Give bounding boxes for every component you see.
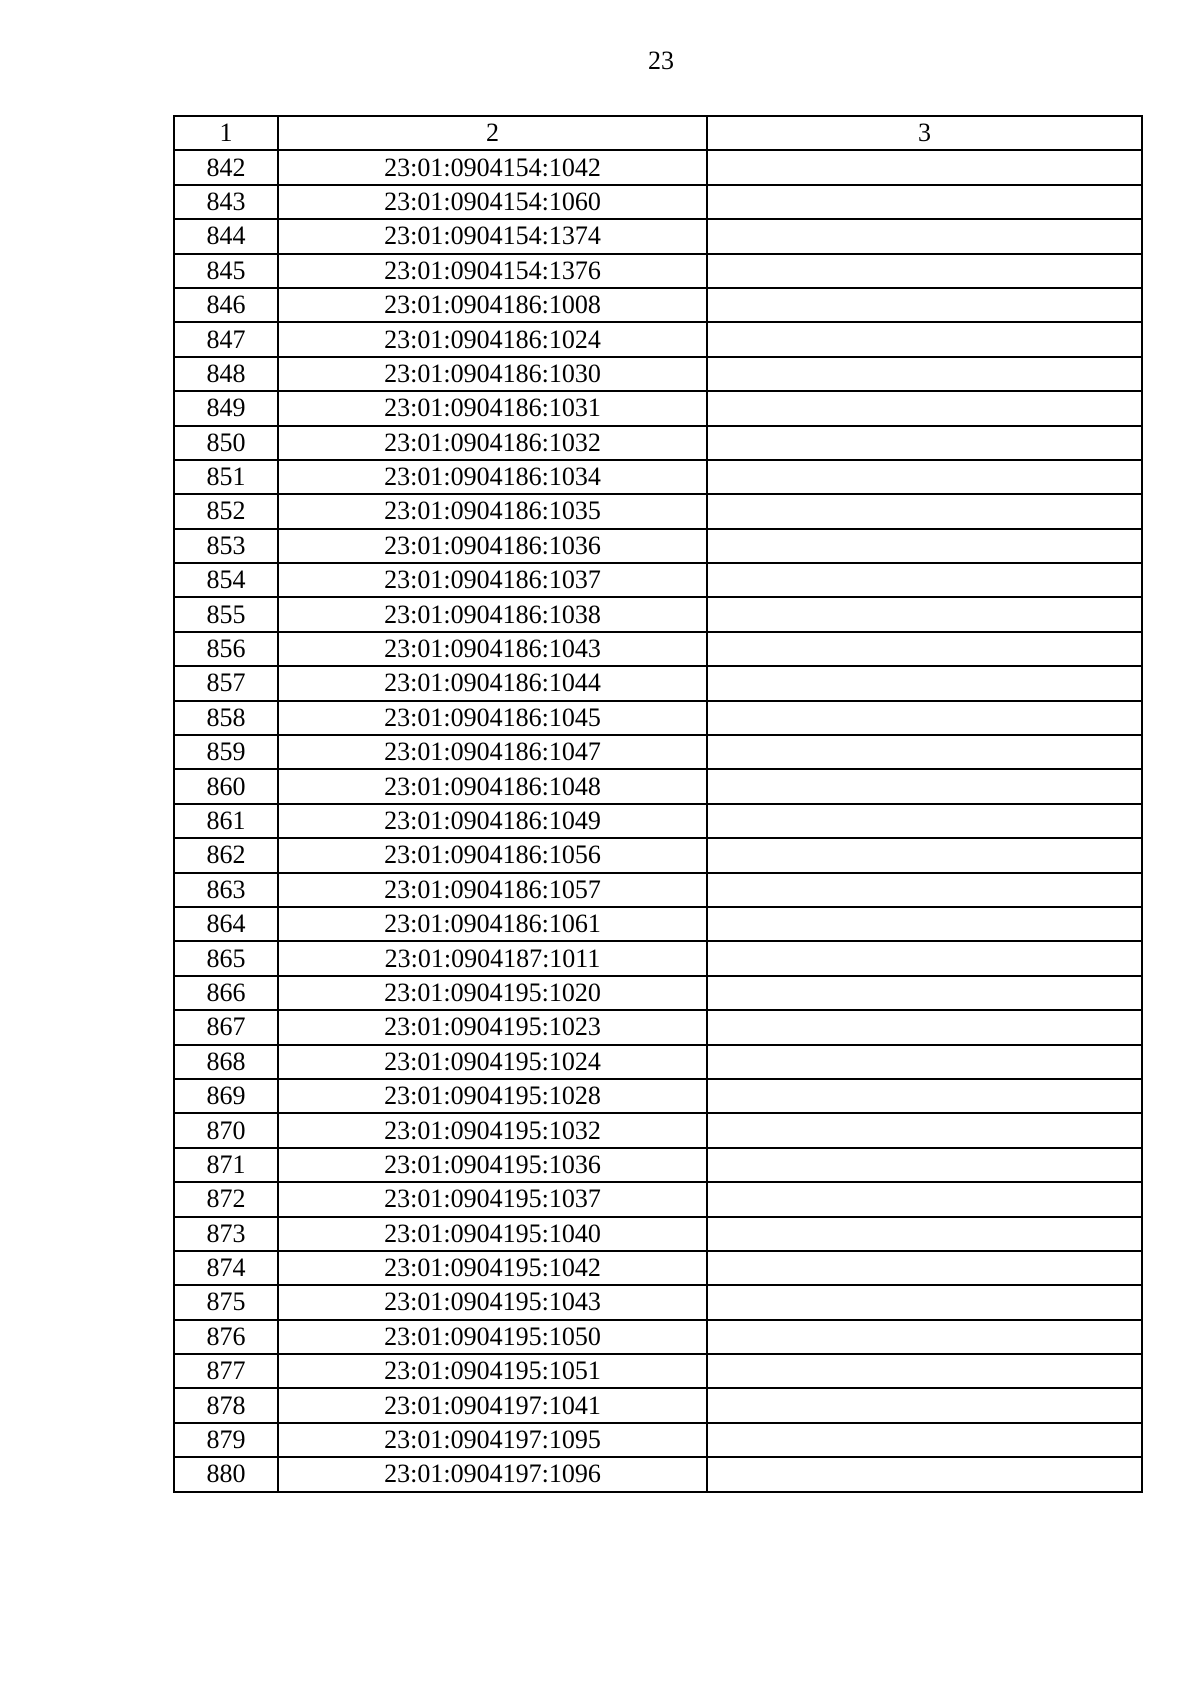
table-row: [174, 1217, 1142, 1251]
note-cell: [707, 1285, 1142, 1319]
table-row: [174, 1010, 1142, 1044]
note-cell: [707, 941, 1142, 975]
note-cell: [707, 1354, 1142, 1388]
row-number-cell: 843: [174, 185, 278, 219]
header-cell-col-3: 3: [707, 116, 1142, 150]
note-cell: [707, 804, 1142, 838]
cadastral-number-cell: 23:01:0904186:1049: [278, 804, 707, 838]
table-row: [174, 1148, 1142, 1182]
row-number-cell: 872: [174, 1182, 278, 1216]
table-row: [174, 804, 1142, 838]
row-number-cell: 864: [174, 907, 278, 941]
table-row: [174, 288, 1142, 322]
row-number-cell: 868: [174, 1045, 278, 1079]
note-cell: [707, 563, 1142, 597]
table-row: [174, 185, 1142, 219]
cadastral-number-cell: 23:01:0904195:1036: [278, 1148, 707, 1182]
cadastral-number-cell: 23:01:0904195:1050: [278, 1320, 707, 1354]
row-number-cell: 848: [174, 357, 278, 391]
table-row: [174, 494, 1142, 528]
cadastral-number-cell: 23:01:0904186:1047: [278, 735, 707, 769]
table-row: [174, 219, 1142, 253]
cadastral-table: [173, 115, 1143, 1493]
cadastral-number-cell: 23:01:0904186:1008: [278, 288, 707, 322]
note-cell: [707, 1251, 1142, 1285]
cadastral-number-cell: 23:01:0904195:1020: [278, 976, 707, 1010]
row-number-cell: 862: [174, 838, 278, 872]
row-number-cell: 851: [174, 460, 278, 494]
row-number-cell: 849: [174, 391, 278, 425]
note-cell: [707, 219, 1142, 253]
note-cell: [707, 597, 1142, 631]
cadastral-number-cell: 23:01:0904186:1057: [278, 873, 707, 907]
cadastral-number-cell: 23:01:0904186:1024: [278, 322, 707, 356]
cadastral-number-cell: 23:01:0904154:1042: [278, 150, 707, 184]
note-cell: [707, 701, 1142, 735]
table-row: [174, 597, 1142, 631]
cadastral-number-cell: 23:01:0904186:1037: [278, 563, 707, 597]
note-cell: [707, 426, 1142, 460]
table-row: [174, 563, 1142, 597]
cadastral-number-cell: 23:01:0904186:1030: [278, 357, 707, 391]
table-row: [174, 735, 1142, 769]
cadastral-number-cell: 23:01:0904195:1032: [278, 1113, 707, 1147]
note-cell: [707, 769, 1142, 803]
cadastral-number-cell: 23:01:0904195:1024: [278, 1045, 707, 1079]
note-cell: [707, 1079, 1142, 1113]
table-row: [174, 460, 1142, 494]
row-number-cell: 873: [174, 1217, 278, 1251]
row-number-cell: 874: [174, 1251, 278, 1285]
table-row: [174, 1423, 1142, 1457]
row-number-cell: 842: [174, 150, 278, 184]
table-row: [174, 426, 1142, 460]
note-cell: [707, 1182, 1142, 1216]
cadastral-number-cell: 23:01:0904186:1043: [278, 632, 707, 666]
note-cell: [707, 838, 1142, 872]
note-cell: [707, 1320, 1142, 1354]
note-cell: [707, 150, 1142, 184]
cadastral-number-cell: 23:01:0904195:1037: [278, 1182, 707, 1216]
note-cell: [707, 1457, 1142, 1491]
table-row: [174, 976, 1142, 1010]
note-cell: [707, 873, 1142, 907]
row-number-cell: 869: [174, 1079, 278, 1113]
note-cell: [707, 357, 1142, 391]
cadastral-number-cell: 23:01:0904154:1374: [278, 219, 707, 253]
row-number-cell: 867: [174, 1010, 278, 1044]
cadastral-number-cell: 23:01:0904186:1031: [278, 391, 707, 425]
cadastral-number-cell: 23:01:0904154:1376: [278, 254, 707, 288]
row-number-cell: 877: [174, 1354, 278, 1388]
row-number-cell: 853: [174, 529, 278, 563]
note-cell: [707, 254, 1142, 288]
table-header-row: [174, 116, 1142, 150]
note-cell: [707, 1045, 1142, 1079]
cadastral-number-cell: 23:01:0904195:1042: [278, 1251, 707, 1285]
table-row: [174, 322, 1142, 356]
table-row: [174, 941, 1142, 975]
cadastral-number-cell: 23:01:0904186:1048: [278, 769, 707, 803]
note-cell: [707, 1010, 1142, 1044]
table-row: [174, 357, 1142, 391]
row-number-cell: 861: [174, 804, 278, 838]
note-cell: [707, 1148, 1142, 1182]
table-row: [174, 838, 1142, 872]
row-number-cell: 866: [174, 976, 278, 1010]
row-number-cell: 846: [174, 288, 278, 322]
cadastral-number-cell: 23:01:0904186:1036: [278, 529, 707, 563]
cadastral-number-cell: 23:01:0904186:1044: [278, 666, 707, 700]
row-number-cell: 854: [174, 563, 278, 597]
cadastral-number-cell: 23:01:0904195:1040: [278, 1217, 707, 1251]
table-row: [174, 1354, 1142, 1388]
cadastral-number-cell: 23:01:0904195:1051: [278, 1354, 707, 1388]
row-number-cell: 844: [174, 219, 278, 253]
table-row: [174, 907, 1142, 941]
note-cell: [707, 494, 1142, 528]
note-cell: [707, 666, 1142, 700]
row-number-cell: 852: [174, 494, 278, 528]
note-cell: [707, 288, 1142, 322]
cadastral-number-cell: 23:01:0904197:1095: [278, 1423, 707, 1457]
table-row: [174, 873, 1142, 907]
row-number-cell: 857: [174, 666, 278, 700]
table-row: [174, 1457, 1142, 1491]
cadastral-number-cell: 23:01:0904186:1038: [278, 597, 707, 631]
note-cell: [707, 632, 1142, 666]
cadastral-number-cell: 23:01:0904186:1061: [278, 907, 707, 941]
cadastral-number-cell: 23:01:0904197:1041: [278, 1388, 707, 1422]
table-row: [174, 1285, 1142, 1319]
note-cell: [707, 976, 1142, 1010]
table-row: [174, 391, 1142, 425]
row-number-cell: 860: [174, 769, 278, 803]
row-number-cell: 858: [174, 701, 278, 735]
note-cell: [707, 907, 1142, 941]
cadastral-number-cell: 23:01:0904195:1043: [278, 1285, 707, 1319]
note-cell: [707, 529, 1142, 563]
row-number-cell: 879: [174, 1423, 278, 1457]
cadastral-number-cell: 23:01:0904186:1034: [278, 460, 707, 494]
row-number-cell: 871: [174, 1148, 278, 1182]
note-cell: [707, 1388, 1142, 1422]
header-cell-col-2: 2: [278, 116, 707, 150]
cadastral-number-cell: 23:01:0904186:1056: [278, 838, 707, 872]
table-row: [174, 769, 1142, 803]
note-cell: [707, 1113, 1142, 1147]
note-cell: [707, 1217, 1142, 1251]
note-cell: [707, 391, 1142, 425]
row-number-cell: 870: [174, 1113, 278, 1147]
cadastral-number-cell: 23:01:0904154:1060: [278, 185, 707, 219]
table-row: [174, 632, 1142, 666]
table-row: [174, 529, 1142, 563]
row-number-cell: 875: [174, 1285, 278, 1319]
table-row: [174, 1079, 1142, 1113]
table-row: [174, 1388, 1142, 1422]
row-number-cell: 876: [174, 1320, 278, 1354]
note-cell: [707, 460, 1142, 494]
table-row: [174, 150, 1142, 184]
note-cell: [707, 1423, 1142, 1457]
row-number-cell: 863: [174, 873, 278, 907]
table-row: [174, 1251, 1142, 1285]
table-row: [174, 1113, 1142, 1147]
row-number-cell: 845: [174, 254, 278, 288]
row-number-cell: 847: [174, 322, 278, 356]
cadastral-number-cell: 23:01:0904186:1035: [278, 494, 707, 528]
table-row: [174, 254, 1142, 288]
page-number: 23: [648, 46, 674, 75]
table-row: [174, 1182, 1142, 1216]
note-cell: [707, 322, 1142, 356]
row-number-cell: 859: [174, 735, 278, 769]
cadastral-number-cell: 23:01:0904197:1096: [278, 1457, 707, 1491]
row-number-cell: 855: [174, 597, 278, 631]
header-cell-col-1: 1: [174, 116, 278, 150]
row-number-cell: 880: [174, 1457, 278, 1491]
table-row: [174, 701, 1142, 735]
table-row: [174, 666, 1142, 700]
cadastral-number-cell: 23:01:0904195:1028: [278, 1079, 707, 1113]
cadastral-number-cell: 23:01:0904186:1045: [278, 701, 707, 735]
row-number-cell: 878: [174, 1388, 278, 1422]
cadastral-number-cell: 23:01:0904186:1032: [278, 426, 707, 460]
cadastral-number-cell: 23:01:0904187:1011: [278, 941, 707, 975]
table-row: [174, 1045, 1142, 1079]
row-number-cell: 850: [174, 426, 278, 460]
cadastral-number-cell: 23:01:0904195:1023: [278, 1010, 707, 1044]
table-row: [174, 1320, 1142, 1354]
table-body: [174, 116, 1142, 1492]
note-cell: [707, 185, 1142, 219]
row-number-cell: 865: [174, 941, 278, 975]
row-number-cell: 856: [174, 632, 278, 666]
note-cell: [707, 735, 1142, 769]
